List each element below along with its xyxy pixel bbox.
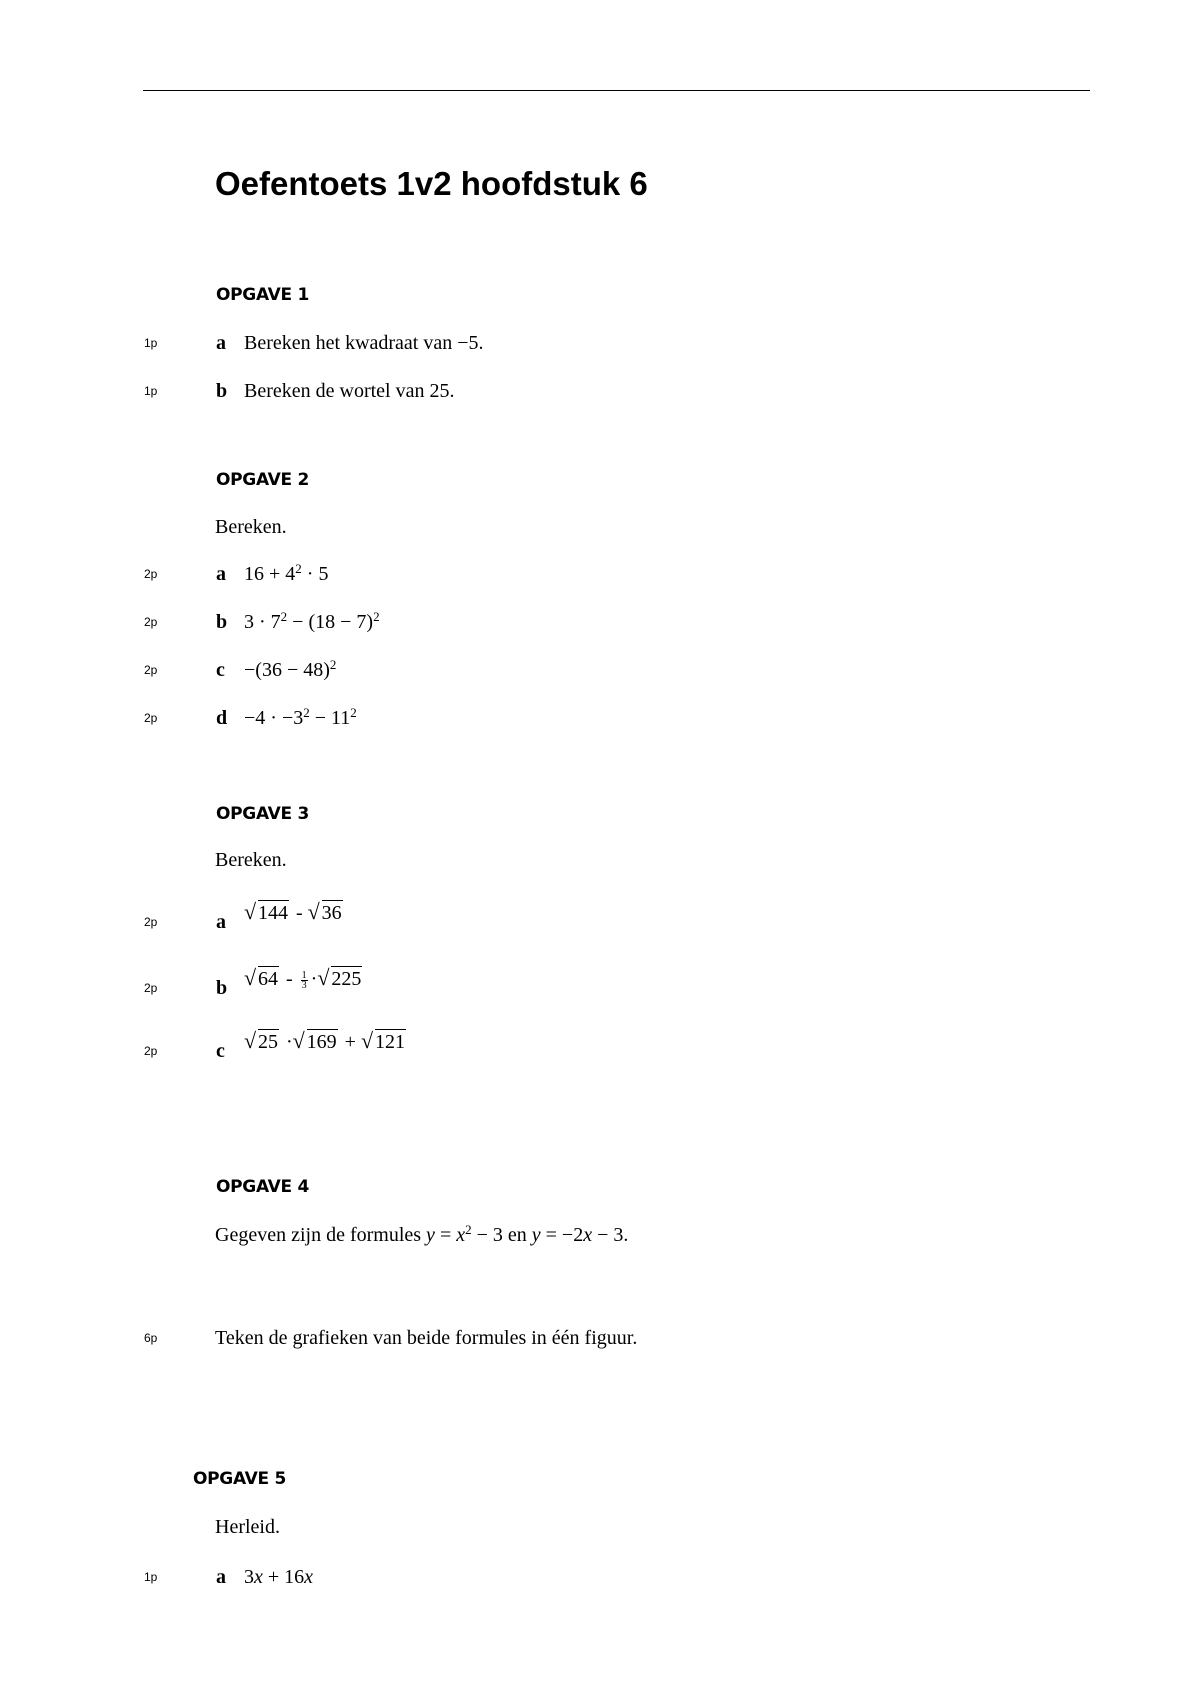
radicand: 64	[258, 968, 278, 990]
header-rule	[143, 90, 1090, 91]
points-label: 1p	[144, 336, 158, 350]
radicand: 25	[258, 1031, 278, 1053]
points-label: 2p	[144, 567, 158, 581]
item-letter: b	[216, 977, 228, 999]
opgave-2-item-b	[0, 605, 1200, 639]
opgave-2-intro: Bereken.	[215, 516, 287, 538]
item-letter: c	[216, 659, 225, 681]
opgave-4-task	[0, 1321, 1200, 1355]
item-letter: a	[216, 563, 226, 585]
radicand: 225	[331, 968, 362, 990]
variable: y	[426, 1224, 435, 1246]
expression-part: −4 · −3	[244, 707, 304, 729]
points-label: 2p	[144, 711, 158, 725]
intro-part: =	[434, 1224, 457, 1246]
variable: x	[304, 1566, 314, 1588]
item-letter: b	[216, 380, 228, 402]
expression-part: 3 · 7	[244, 611, 281, 633]
expression-part: − (18 − 7)	[287, 611, 374, 633]
intro-part: Gegeven zijn de formules	[215, 1224, 427, 1246]
item-letter: d	[216, 707, 228, 729]
page-title: Oefentoets 1v2 hoofdstuk 6	[215, 165, 648, 202]
square-root	[244, 896, 289, 930]
math-expression	[244, 962, 364, 996]
math-expression	[244, 653, 336, 687]
square-root	[293, 1025, 338, 1059]
opgave-3-heading: OPGAVE 3	[216, 804, 309, 824]
points-label: 2p	[144, 1044, 158, 1058]
points-label: 6p	[144, 1331, 158, 1345]
radical-sign: √	[292, 1028, 305, 1053]
radicand: 169	[306, 1031, 337, 1053]
operator: +	[339, 1031, 361, 1053]
variable: y	[531, 1224, 541, 1246]
exponent: 2	[373, 609, 380, 624]
opgave-5-item-a	[0, 1560, 1200, 1594]
operator: ·	[281, 1031, 293, 1053]
opgave-2-heading: OPGAVE 2	[216, 470, 309, 490]
points-label: 2p	[144, 981, 158, 995]
square-root	[308, 896, 343, 930]
radicand: 144	[258, 902, 288, 924]
opgave-5-heading: OPGAVE 5	[193, 1469, 286, 1489]
item-text: Bereken de wortel van 25.	[244, 380, 455, 402]
math-expression	[244, 1560, 313, 1594]
points-label: 2p	[144, 915, 158, 929]
radical-sign: √	[244, 1028, 257, 1053]
variable: x	[583, 1224, 593, 1246]
opgave-1-item-a	[0, 326, 1200, 360]
math-expression	[244, 896, 345, 930]
radical-sign: √	[244, 965, 257, 990]
fraction-denominator: 3	[301, 979, 307, 991]
item-letter: a	[216, 911, 226, 933]
item-letter: c	[216, 1040, 225, 1062]
variable: x	[456, 1224, 466, 1246]
radical-sign: √	[244, 899, 257, 924]
opgave-1-heading: OPGAVE 1	[216, 285, 309, 305]
square-root	[317, 962, 362, 996]
operator: ·	[310, 968, 318, 990]
expression-part: 16 + 4	[244, 563, 296, 585]
item-letter: a	[216, 1566, 226, 1588]
exponent: 2	[280, 609, 288, 624]
intro-part: = −2	[540, 1224, 584, 1246]
opgave-3-item-a	[0, 899, 1200, 939]
fraction	[301, 971, 308, 990]
math-expression	[244, 557, 328, 591]
points-label: 2p	[144, 663, 158, 677]
opgave-4-heading: OPGAVE 4	[216, 1177, 309, 1197]
opgave-2-item-a	[0, 557, 1200, 591]
math-expression	[244, 701, 357, 735]
opgave-4-intro	[215, 1220, 628, 1250]
exponent: 2	[350, 705, 357, 720]
operator: -	[291, 902, 308, 924]
expression-part: 3	[244, 1566, 254, 1588]
square-root	[361, 1025, 406, 1059]
opgave-3-item-b	[0, 965, 1200, 1005]
opgave-2-item-c	[0, 653, 1200, 687]
intro-part: − 3.	[592, 1224, 629, 1246]
opgave-1-item-b	[0, 374, 1200, 408]
square-root	[244, 962, 279, 996]
points-label: 2p	[144, 615, 158, 629]
expression-part: + 16	[262, 1566, 305, 1588]
math-expression	[244, 1025, 408, 1059]
opgave-5-intro: Herleid.	[215, 1516, 280, 1538]
exponent: 2	[303, 705, 310, 720]
radicand: 121	[374, 1031, 405, 1053]
radical-sign: √	[317, 965, 330, 990]
exponent: 2	[465, 1222, 472, 1237]
item-text: Bereken het kwadraat van −5.	[244, 332, 484, 354]
math-expression	[244, 605, 380, 639]
exponent: 2	[329, 657, 337, 672]
exponent: 2	[295, 561, 302, 576]
fraction-numerator: 1	[301, 969, 307, 981]
expression-part: · 5	[301, 563, 329, 585]
expression-part: −(36 − 48)	[244, 659, 330, 681]
variable: x	[254, 1566, 263, 1588]
opgave-3-item-c	[0, 1028, 1200, 1068]
intro-part: − 3 en	[471, 1224, 532, 1246]
operator: -	[281, 968, 298, 990]
item-letter: a	[216, 332, 226, 354]
points-label: 1p	[144, 384, 158, 398]
item-letter: b	[216, 611, 228, 633]
square-root	[244, 1025, 279, 1059]
radical-sign: √	[360, 1028, 374, 1053]
points-label: 1p	[144, 1570, 158, 1584]
opgave-3-intro: Bereken.	[215, 849, 287, 871]
task-text: Teken de grafieken van beide formules in één figuur.	[215, 1327, 638, 1349]
radical-sign: √	[307, 899, 320, 924]
radicand: 36	[321, 902, 342, 924]
expression-part: − 11	[309, 707, 351, 729]
opgave-2-item-d	[0, 701, 1200, 735]
